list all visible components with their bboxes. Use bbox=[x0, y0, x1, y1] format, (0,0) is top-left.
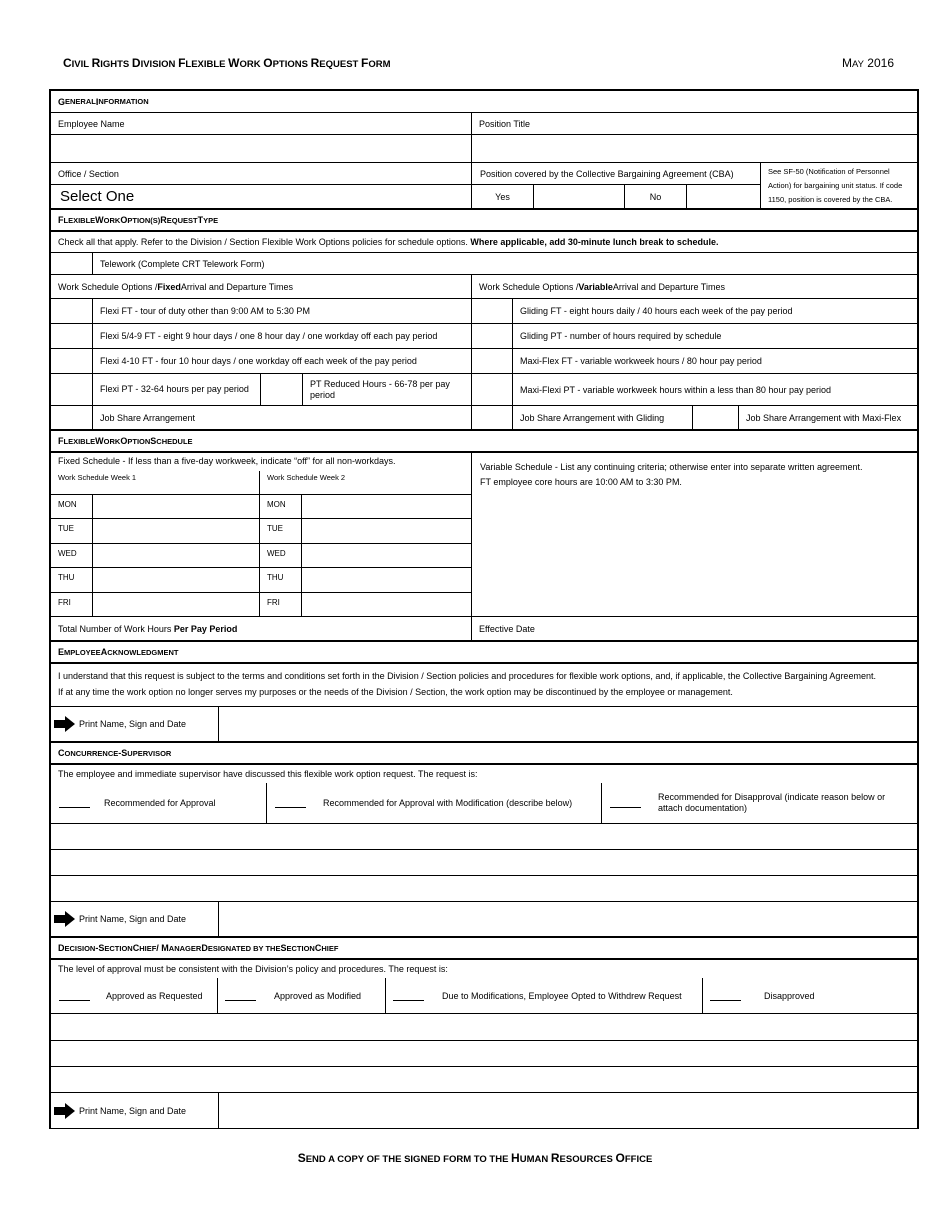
fixed-schedule-instruction: Fixed Schedule - If less than a five-day workweek, indicate “off” for all non-workdays. bbox=[58, 456, 396, 466]
acknowledgment-line1: I understand that this request is subject to the terms and conditions set forth in the Division / Section policies and procedures for flexible work options, and, if applicable, the Collective Bargaining Agreement. bbox=[58, 671, 876, 681]
concurrence-comment-line[interactable] bbox=[51, 876, 917, 902]
option-flexi-549: Flexi 5/4-9 FT - eight 9 hour days / one 8 hour day / one workday off each pay period bbox=[93, 324, 472, 348]
option-checkbox[interactable] bbox=[51, 324, 93, 348]
total-hours-label[interactable]: Total Number of Work Hours Per Pay Period bbox=[51, 617, 472, 640]
variable-schedule-line1: Variable Schedule - List any continuing criteria; otherwise enter into separate written agreement. bbox=[480, 462, 863, 472]
recommend-approval-option[interactable]: Recommended for Approval bbox=[51, 783, 267, 823]
option-checkbox[interactable] bbox=[472, 374, 513, 405]
schedule-day-row bbox=[51, 495, 471, 519]
footer-instruction: SEND A COPY OF THE SIGNED FORM TO THE HUMAN RESOURCES OFFICE bbox=[297, 1151, 653, 1165]
day-label: WED bbox=[260, 544, 302, 567]
day-label: TUE bbox=[260, 519, 302, 542]
schedule-day-rows bbox=[51, 495, 471, 616]
section-title-schedule: F LEXIBLE W ORK O PTION S CHEDULE bbox=[58, 436, 193, 446]
option-checkbox[interactable] bbox=[472, 406, 513, 429]
arrow-right-icon bbox=[54, 716, 75, 732]
week2-day-field[interactable] bbox=[302, 593, 471, 616]
section-title-concurrence: C ONCURRENCE - S UPERVISOR bbox=[58, 748, 172, 758]
cba-no-label: No bbox=[625, 185, 687, 208]
approved-as-modified-option[interactable]: Approved as Modified bbox=[218, 978, 386, 1013]
section-title-decision: D ECISION - S ECTION C HIEF / M ANAGER D ESIGNATED BY THE S ECTION C HIEF bbox=[58, 943, 339, 953]
day-label: FRI bbox=[51, 593, 93, 616]
checkmark-line[interactable] bbox=[393, 991, 424, 1001]
week2-day-field[interactable] bbox=[302, 568, 471, 591]
week1-day-field[interactable] bbox=[93, 544, 260, 567]
option-checkbox[interactable] bbox=[261, 374, 303, 405]
day-label: TUE bbox=[51, 519, 93, 542]
schedule-day-row bbox=[51, 593, 471, 616]
date-rest: AY bbox=[852, 59, 864, 70]
employee-signature-field[interactable] bbox=[219, 707, 917, 741]
cba-no-box[interactable] bbox=[687, 185, 760, 208]
decision-comment-line[interactable] bbox=[51, 1067, 917, 1093]
week1-day-field[interactable] bbox=[93, 568, 260, 591]
option-flexi-410: Flexi 4-10 FT - four 10 hour days / one workday off each week of the pay period bbox=[93, 349, 472, 373]
chief-signature-field[interactable] bbox=[219, 1093, 917, 1128]
office-label: Office / Section bbox=[51, 163, 471, 185]
day-label: THU bbox=[260, 568, 302, 591]
week1-day-field[interactable] bbox=[93, 519, 260, 542]
option-flexi-pt: Flexi PT - 32-64 hours per pay period bbox=[93, 374, 261, 405]
employee-sign-label: Print Name, Sign and Date bbox=[51, 707, 219, 741]
office-select[interactable]: Select One bbox=[60, 188, 135, 205]
option-job-share: Job Share Arrangement bbox=[93, 406, 472, 429]
week2-day-field[interactable] bbox=[302, 544, 471, 567]
position-title-field[interactable] bbox=[472, 135, 917, 162]
day-label: MON bbox=[260, 495, 302, 518]
concurrence-intro: The employee and immediate supervisor have discussed this flexible work option request. The request is: bbox=[58, 769, 478, 779]
form-date bbox=[842, 56, 894, 70]
checkmark-line[interactable] bbox=[275, 798, 306, 808]
checkmark-line[interactable] bbox=[59, 991, 90, 1001]
day-label: THU bbox=[51, 568, 93, 591]
option-checkbox[interactable] bbox=[51, 299, 93, 323]
section-title-request-type: F LEXIBLE W ORK O PTION(S) R EQUEST T YPE bbox=[58, 215, 219, 225]
acknowledgment-line2: If at any time the work option no longer serves my purposes or the needs of the Division / Section, the work option may be discontinued by the employee or management. bbox=[58, 687, 733, 697]
variable-options-header: Work Schedule Options / Variable Arrival and Departure Times bbox=[479, 281, 725, 292]
concurrence-comment-line[interactable] bbox=[51, 850, 917, 876]
checkmark-line[interactable] bbox=[225, 991, 256, 1001]
arrow-right-icon bbox=[54, 1103, 75, 1119]
fixed-options-header: Work Schedule Options / Fixed Arrival and Departure Times bbox=[51, 275, 472, 298]
supervisor-sign-label: Print Name, Sign and Date bbox=[51, 902, 219, 936]
option-checkbox[interactable] bbox=[472, 349, 513, 373]
option-job-share-gliding: Job Share Arrangement with Gliding bbox=[513, 406, 693, 429]
option-checkbox[interactable] bbox=[472, 324, 513, 348]
effective-date-label[interactable]: Effective Date bbox=[479, 623, 535, 634]
option-checkbox[interactable] bbox=[51, 374, 93, 405]
option-checkbox[interactable] bbox=[693, 406, 739, 429]
day-label: FRI bbox=[260, 593, 302, 616]
cba-yes-label: Yes bbox=[472, 185, 534, 208]
general-info-header bbox=[51, 91, 917, 113]
day-label: MON bbox=[51, 495, 93, 518]
position-title-label: Position Title bbox=[479, 118, 531, 129]
option-checkbox[interactable] bbox=[472, 299, 513, 323]
checkmark-line[interactable] bbox=[710, 991, 741, 1001]
variable-schedule-line2: FT employee core hours are 10:00 AM to 3:30 PM. bbox=[480, 477, 682, 487]
chief-sign-label: Print Name, Sign and Date bbox=[51, 1093, 219, 1128]
date-year: 2016 bbox=[863, 56, 894, 70]
section-title-acknowledgment: E MPLOYEE A CKNOWLEDGMENT bbox=[58, 647, 179, 657]
decision-comment-line[interactable] bbox=[51, 1041, 917, 1067]
schedule-day-row bbox=[51, 568, 471, 592]
option-flexi-ft: Flexi FT - tour of duty other than 9:00 AM to 5:30 PM bbox=[93, 299, 472, 323]
concurrence-comment-line[interactable] bbox=[51, 824, 917, 850]
supervisor-signature-field[interactable] bbox=[219, 902, 917, 936]
decision-comment-line[interactable] bbox=[51, 1014, 917, 1041]
option-gliding-pt: Gliding PT - number of hours required by schedule bbox=[520, 331, 722, 341]
week1-day-field[interactable] bbox=[93, 593, 260, 616]
option-maxiflex-pt: Maxi-Flexi PT - variable workweek hours within a less than 80 hour pay period bbox=[520, 384, 831, 395]
schedule-day-row bbox=[51, 544, 471, 568]
telework-label: Telework (Complete CRT Telework Form) bbox=[100, 258, 265, 269]
telework-checkbox[interactable] bbox=[51, 253, 93, 274]
section-title-general: G ENERAL I NFORMATION bbox=[58, 96, 149, 107]
cba-yes-box[interactable] bbox=[534, 185, 625, 208]
day-label: WED bbox=[51, 544, 93, 567]
employee-name-field[interactable] bbox=[51, 135, 472, 162]
checkmark-line[interactable] bbox=[59, 798, 90, 808]
option-job-share-maxiflex: Job Share Arrangement with Maxi-Flex bbox=[746, 412, 902, 423]
variable-schedule-box[interactable] bbox=[472, 453, 917, 616]
cba-note: See SF-50 (Notification of Personnel Action) for bargaining unit status. If code 1150, position is covered by the CBA. bbox=[768, 166, 903, 204]
option-gliding-ft: Gliding FT - eight hours daily / 40 hours each week of the pay period bbox=[520, 306, 793, 316]
week2-label: Work Schedule Week 2 bbox=[267, 473, 346, 482]
decision-intro: The level of approval must be consistent with the Division’s policy and procedures. The request is: bbox=[58, 964, 448, 974]
arrow-right-icon bbox=[54, 911, 75, 927]
cba-label: Position covered by the Collective Bargaining Agreement (CBA) bbox=[472, 163, 760, 185]
week2-day-field[interactable] bbox=[302, 495, 471, 518]
schedule-day-row bbox=[51, 519, 471, 543]
request-form bbox=[49, 89, 919, 1129]
disapproved-option[interactable]: Disapproved bbox=[703, 978, 917, 1013]
option-checkbox[interactable] bbox=[51, 349, 93, 373]
approved-as-requested-option[interactable]: Approved as Requested bbox=[51, 978, 218, 1013]
acknowledgment-text bbox=[51, 664, 883, 706]
week1-day-field[interactable] bbox=[93, 495, 260, 518]
checkmark-line[interactable] bbox=[610, 798, 641, 808]
request-instruction: Check all that apply. Refer to the Division / Section Flexible Work Options policies for schedule options. Where applicable, add 30-minute lunch break to schedule. bbox=[58, 237, 719, 247]
recommend-disapproval-option[interactable]: Recommended for Disapproval (indicate reason below or attach documentation) bbox=[602, 783, 917, 823]
withdrew-request-option[interactable]: Due to Modifications, Employee Opted to Withdrew Request bbox=[386, 978, 703, 1013]
option-checkbox[interactable] bbox=[51, 406, 93, 429]
date-initial: M bbox=[842, 56, 852, 70]
option-pt-reduced: PT Reduced Hours - 66-78 per pay period bbox=[303, 374, 472, 405]
week2-day-field[interactable] bbox=[302, 519, 471, 542]
recommend-modification-option[interactable]: Recommended for Approval with Modification (describe below) bbox=[267, 783, 602, 823]
employee-name-label: Employee Name bbox=[51, 113, 472, 134]
option-maxiflex-ft: Maxi-Flex FT - variable workweek hours / 80 hour pay period bbox=[520, 356, 762, 366]
week1-label: Work Schedule Week 1 bbox=[51, 471, 260, 494]
form-title: CIVIL RIGHTS DIVISION FLEXIBLE WORK OPTIONS REQUEST FORM bbox=[63, 56, 391, 70]
